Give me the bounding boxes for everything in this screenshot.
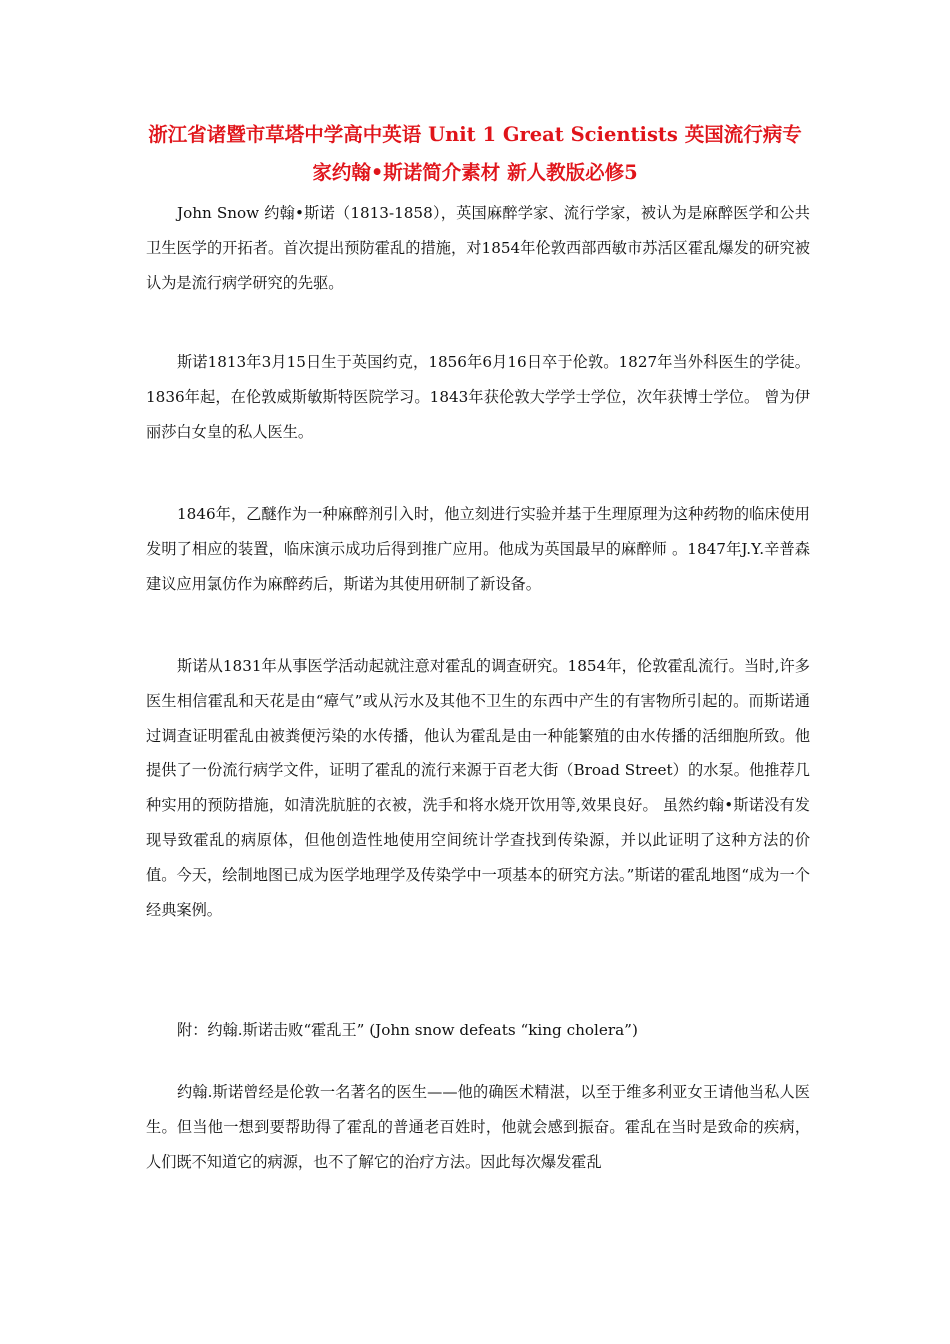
paragraph-biography: 斯诺1813年3月15日生于英国约克，1856年6月16日卒于伦敦。1827年当外科医生的学徒。1836年起，在伦敦威斯敏斯特医院学习。1843年获伦敦大学学士学位，次年获博士学位。 曾为伊丽莎白女皇的私人医生。 (146, 353, 810, 441)
paragraph-anesthesia: 1846年，乙醚作为一种麻醉剂引入时，他立刻进行实验并基于生理原理为这种药物的临床使用发明了相应的装置，临床演示成功后得到推广应用。他成为英国最早的麻醉师 。1847年J.Y.辛普森建议应用氯仿作为麻醉药后，斯诺为其使用研制了新设备。 (146, 505, 810, 593)
paragraph-intro: John Snow 约翰•斯诺（1813-1858），英国麻醉学家、流行学家，被认为是麻醉医学和公共卫生医学的开拓者。首次提出预防霍乱的措施，对1854年伦敦西部西敏市苏活区霍乱爆发的研究被认为是流行病学研究的先驱。 (146, 204, 810, 292)
paragraph-cholera-research: 斯诺从1831年从事医学活动起就注意对霍乱的调查研究。1854年，伦敦霍乱流行。当时,许多医生相信霍乱和天花是由“瘴气”或从污水及其他不卫生的东西中产生的有害物所引起的。而斯诺通过调查证明霍乱由被粪便污染的水传播，他认为霍乱是由一种能繁殖的由水传播的活细胞所致。他提供了一份流行病学文件，证明了霍乱的流行来源于百老大街（Broad Street）的水泵。他推荐几种实用的预防措施，如清洗肮脏的衣被，洗手和将水烧开饮用等,效果良好。 虽然约翰•斯诺没有发现导致霍乱的病原体，但他创造性地使用空间统计学查找到传染源，并以此证明了这种方法的价值。今天，绘制地图已成为医学地理学及传染学中一项基本的研究方法。”斯诺的霍乱地图“成为一个经典案例。 (146, 657, 810, 919)
document-title: 浙江省诸暨市草塔中学高中英语 Unit 1 Great Scientists 英国流行病专家约翰•斯诺简介素材 新人教版必修5 (148, 123, 802, 184)
paragraph-appendix-heading: 附：约翰.斯诺击败“霍乱王” (John snow defeats “king cholera”) (177, 1021, 638, 1039)
paragraph-appendix-story: 约翰.斯诺曾经是伦敦一名著名的医生——他的确医术精湛，以至于维多利亚女王请他当私人医生。但当他一想到要帮助得了霍乱的普通老百姓时，他就会感到振奋。霍乱在当时是致命的疾病，人们既不知道它的病源，也不了解它的治疗方法。因此每次爆发霍乱 (146, 1083, 810, 1171)
